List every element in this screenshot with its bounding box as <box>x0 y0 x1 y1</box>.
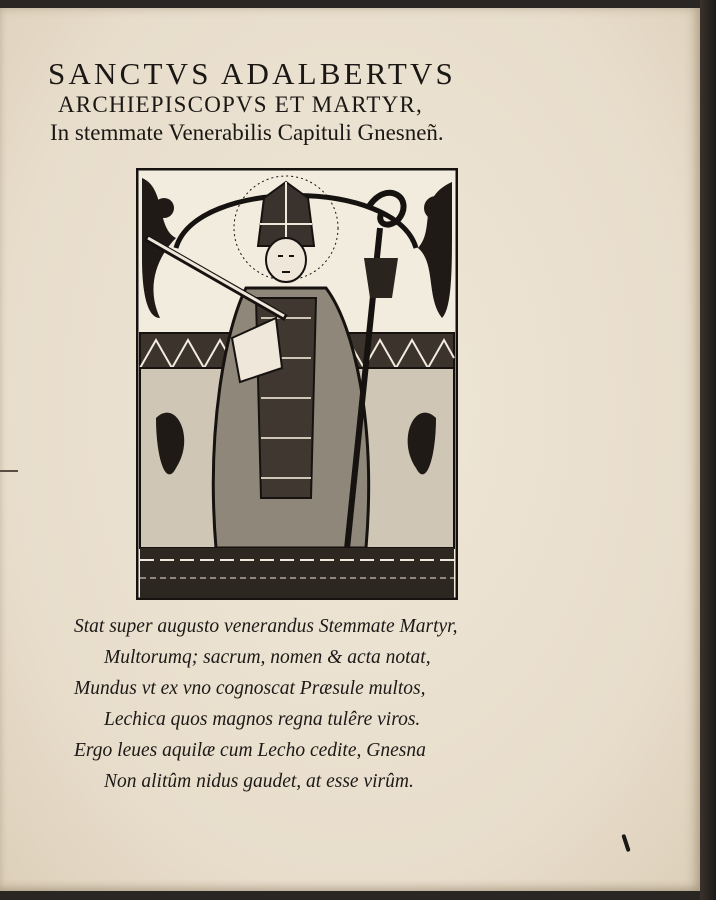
ink-mark <box>621 834 630 852</box>
margin-mark <box>0 470 18 472</box>
verse-line: Multorumq; sacrum, nomen & acta notat, <box>104 647 431 668</box>
woodcut-illustration <box>136 168 458 600</box>
book-edge <box>700 0 716 900</box>
verse-line: Non alitûm nidus gaudet, at esse virûm. <box>104 771 414 792</box>
title-line-2: ARCHIEPISCOPVS ET MARTYR, <box>58 92 423 117</box>
title-line-1: SANCTVS ADALBERTVS <box>48 56 456 91</box>
title-line-3: In stemmate Venerabilis Capituli Gnesneñ. <box>50 120 444 145</box>
book-page <box>0 8 700 891</box>
verse-line: Ergo leues aquilæ cum Lecho cedite, Gnesna <box>74 740 426 761</box>
verse-line: Lechica quos magnos regna tulêre viros. <box>104 709 421 730</box>
verse-line: Mundus vt ex vno cognoscat Præsule multos, <box>74 678 426 699</box>
verse-line: Stat super augusto venerandus Stemmate Martyr, <box>74 616 458 637</box>
